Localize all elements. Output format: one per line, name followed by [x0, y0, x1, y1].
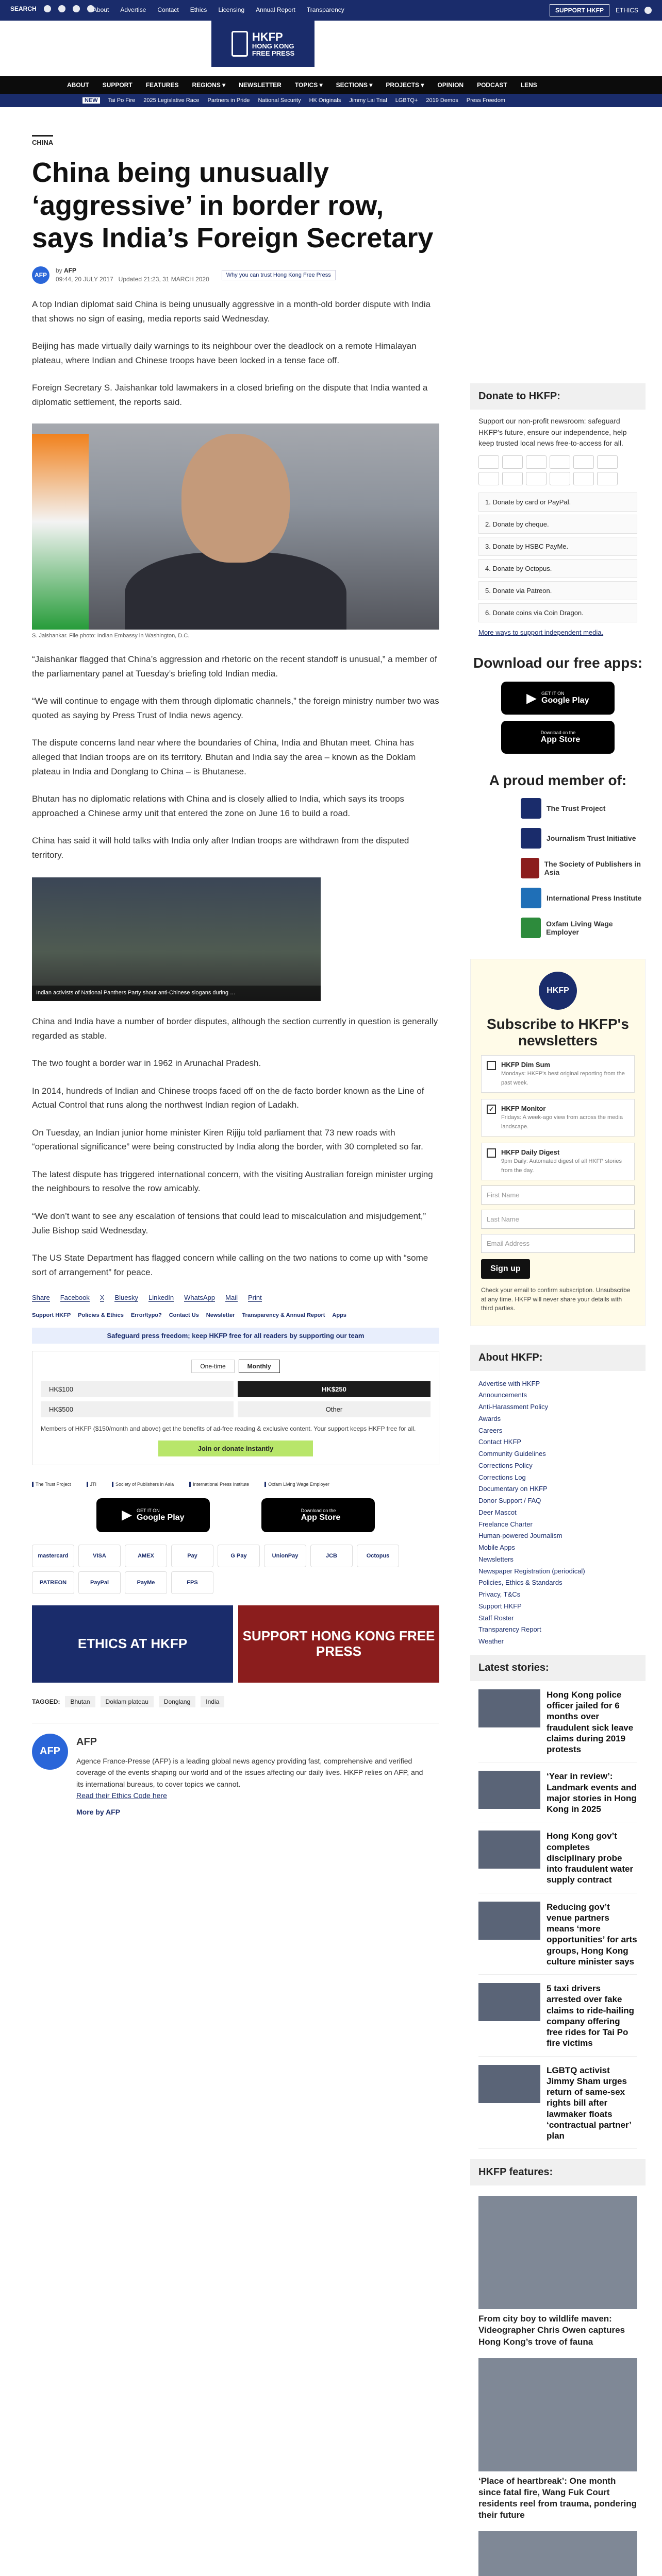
share-bar	[32, 1294, 439, 1302]
category-kicker[interactable]: CHINA	[32, 135, 53, 146]
latest-story[interactable]	[478, 1831, 637, 1893]
payment-logo: UnionPay	[264, 1545, 306, 1567]
site-logo[interactable]	[211, 21, 315, 67]
feature-image[interactable]	[478, 2531, 637, 2576]
story-title[interactable]: Reducing gov’t venue partners means ‘more opportunities’ for arts groups, Hong Kong culture minister says	[547, 1902, 637, 1967]
card-icon	[478, 455, 499, 469]
card-icons	[478, 455, 637, 485]
top-link-advertise[interactable]: Advertise	[120, 6, 146, 13]
top-link-about[interactable]: About	[93, 6, 109, 13]
donate-method[interactable]: 2. Donate by cheque.	[478, 515, 637, 534]
about-link[interactable]: Policies, Ethics & Standards	[478, 1579, 562, 1587]
nav-sections[interactable]: SECTIONS ▾	[336, 81, 373, 89]
partner-name: International Press Institute	[547, 894, 642, 903]
feature-title[interactable]: ‘Place of heartbreak’: One month since fatal fire, Wang Fuk Court residents reel from trauma, pondering their future	[478, 2476, 637, 2520]
share-label[interactable]: Share	[32, 1294, 50, 1302]
card-icon	[573, 472, 594, 485]
feature-image[interactable]	[478, 2358, 637, 2471]
card-icon	[550, 472, 570, 485]
newsletter-name: HKFP Daily Digest	[501, 1148, 560, 1157]
card-icon	[597, 455, 618, 469]
paragraph: The US State Department has flagged concern while calling on the two nations to come up with “some sort of arrangement” for peace.	[32, 1253, 428, 1277]
tag-list	[32, 1696, 439, 1707]
nav-about[interactable]: ABOUT	[67, 81, 89, 89]
paragraph: On Tuesday, an Indian junior home minister Kiren Rijiju told parliament that 73 new roads with “operational significance” were being constructed by India along the border, with 30 completed so far.	[32, 1127, 423, 1152]
tag[interactable]: Bhutan	[65, 1696, 95, 1707]
google-play-badge[interactable]	[96, 1498, 210, 1532]
about-link[interactable]: Privacy, T&Cs	[478, 1590, 521, 1599]
publish-date: 09:44, 20 JULY 2017	[56, 276, 113, 283]
payment-logo: Pay	[171, 1545, 213, 1567]
paragraph: A top Indian diplomat said China is being unusually aggressive in a month-old border dispute with India that shows no sign of easing, media reports said Wednesday.	[32, 299, 431, 324]
feature-story[interactable]	[478, 2531, 637, 2576]
user-icon[interactable]	[644, 7, 652, 14]
subnav-item[interactable]: Press Freedom	[466, 97, 505, 104]
tag[interactable]: Donglang	[159, 1696, 195, 1707]
donate-note: Members of HKFP ($150/month and above) get the benefits of ad-free reading & exclusive content. Your support keeps HKFP free for all.	[41, 1425, 416, 1433]
about-link[interactable]: Weather	[478, 1637, 504, 1646]
badge-small-text: GET IT ON	[541, 691, 565, 697]
partner-logo[interactable]	[521, 888, 646, 908]
main-nav	[0, 76, 662, 94]
link-newsletter[interactable]: Newsletter	[206, 1312, 235, 1319]
link-policies[interactable]: Policies & Ethics	[78, 1312, 124, 1319]
newsletter-name: HKFP Dim Sum	[501, 1061, 551, 1069]
subnav-item[interactable]: 2025 Legislative Race	[143, 97, 200, 104]
tagged-label: TAGGED:	[32, 1698, 60, 1705]
top-link-transparency[interactable]: Transparency	[306, 6, 344, 13]
more-ways-link[interactable]: More ways to support independent media.	[478, 629, 604, 637]
latest-stories	[470, 1689, 646, 2149]
subnav-item[interactable]: 2019 Demos	[426, 97, 458, 104]
last-name-field[interactable]: Last Name	[481, 1210, 635, 1229]
about-link[interactable]: Documentary on HKFP	[478, 1485, 548, 1493]
article-title: China being unusually ‘aggressive’ in border row, says India’s Foreign Secretary	[32, 157, 434, 254]
badge-text: App Store	[540, 735, 581, 744]
partner-logo[interactable]	[521, 828, 646, 849]
share-linkedin[interactable]: LinkedIn	[148, 1294, 174, 1302]
badge-small-text: GET IT ON	[137, 1507, 160, 1513]
author-link[interactable]: AFP	[64, 267, 77, 275]
facebook-icon[interactable]	[44, 5, 51, 12]
about-link[interactable]: Contact HKFP	[478, 1438, 522, 1446]
donate-method[interactable]: 6. Donate coins via Coin Dragon.	[478, 603, 637, 622]
newsletter-desc: Mondays: HKFP's best original reporting from the past week.	[501, 1071, 625, 1087]
payment-logo: JCB	[310, 1545, 353, 1567]
feature-story[interactable]	[478, 2358, 637, 2521]
latest-story[interactable]	[478, 1902, 637, 1975]
amount-option-selected[interactable]: HK$250	[238, 1381, 431, 1397]
about-link[interactable]: Donor Support / FAQ	[478, 1497, 541, 1505]
paragraph: Beijing has made virtually daily warnings to its neighbour over the deadlock on a remote Himalayan plateau, where Indian and Chinese troops have been locked in a tense face off.	[32, 341, 417, 365]
tag[interactable]: Doklam plateau	[101, 1696, 154, 1707]
amount-option[interactable]: HK$500	[41, 1401, 234, 1417]
support-hkfp-button[interactable]: SUPPORT HKFP	[550, 4, 609, 16]
latest-story[interactable]	[478, 1771, 637, 1822]
partner-logo[interactable]	[521, 798, 646, 819]
subnav-item[interactable]: HK Originals	[309, 97, 341, 104]
link-support[interactable]: Support HKFP	[32, 1312, 71, 1319]
paragraph: “We will continue to engage with them through diplomatic channels,” the foreign ministry number two was quoted as saying by Press Trust of India news agency.	[32, 696, 439, 720]
about-link[interactable]: Deer Mascot	[478, 1508, 517, 1516]
amount-option-other[interactable]: Other	[238, 1401, 431, 1417]
payment-logo: G Pay	[218, 1545, 260, 1567]
card-icon	[526, 455, 547, 469]
partner-name: Oxfam Living Wage Employer	[546, 920, 613, 937]
footer-links	[32, 1312, 439, 1318]
paragraph: The two fought a border war in 1962 in Arunachal Pradesh.	[32, 1058, 261, 1069]
feature-image[interactable]	[478, 2196, 637, 2309]
feature-title[interactable]: From city boy to wildlife maven: Videographer Chris Owen captures Hong Kong’s trove of fauna	[478, 2314, 625, 2347]
logo-text: HKFP	[252, 30, 283, 43]
paragraph: “Jaishankar flagged that China’s aggression and rhetoric on the recent standoff is unusual,” a member of the parliamentary panel at Tuesday’s briefing told Indian media.	[32, 654, 437, 679]
embedded-photo[interactable]	[32, 877, 321, 1001]
paragraph: Bhutan has no diplomatic relations with China and is closely allied to India, which says its troops approached a Chinese army unit that entered the zone on June 16 to build a road.	[32, 794, 404, 818]
signup-button[interactable]: Sign up	[481, 1259, 530, 1279]
donate-method[interactable]: 4. Donate by Octopus.	[478, 559, 637, 578]
about-link[interactable]: Transparency Report	[478, 1625, 541, 1634]
new-badge: NEW	[82, 97, 100, 104]
payment-logo: Octopus	[357, 1545, 399, 1567]
paragraph: “We don’t want to see any escalation of tensions that could lead to miscalculation and misjudgement,” Julie Bishop said Wednesday.	[32, 1211, 426, 1235]
badge-text: Google Play	[541, 696, 589, 705]
story-thumbnail[interactable]	[478, 1902, 540, 1940]
about-link[interactable]: Human-powered Journalism	[478, 1532, 562, 1540]
payment-logo: mastercard	[32, 1545, 74, 1567]
newsletter-option[interactable]	[481, 1055, 635, 1093]
partner-logo[interactable]	[521, 858, 646, 878]
nav-newsletter[interactable]: NEWSLETTER	[239, 81, 282, 89]
google-play-icon: ▶	[526, 691, 536, 705]
subnav-item[interactable]: National Security	[258, 97, 301, 104]
monthly-tab[interactable]: Monthly	[239, 1360, 280, 1373]
newsletter-box	[470, 959, 646, 1326]
author-box	[32, 1723, 439, 1818]
nav-regions[interactable]: REGIONS ▾	[192, 81, 226, 89]
app-store-badge[interactable]	[261, 1498, 375, 1532]
donate-method[interactable]: 5. Donate via Patreon.	[478, 581, 637, 600]
about-heading: About HKFP:	[470, 1345, 646, 1371]
paragraph: In 2014, hundreds of Indian and Chinese troops faced off on the de facto border known as the Line of Actual Control that runs along the northwest Indian region of Ladakh.	[32, 1086, 424, 1110]
support-banner[interactable]: Safeguard press freedom; keep HKFP free for all readers by supporting our team	[32, 1328, 439, 1344]
by-label: by	[56, 267, 62, 275]
google-play-badge[interactable]	[501, 682, 615, 715]
top-link-licensing[interactable]: Licensing	[218, 6, 245, 13]
checkbox[interactable]	[487, 1061, 496, 1070]
about-link[interactable]: Support HKFP	[478, 1602, 522, 1610]
partner-mark	[521, 858, 539, 878]
paragraph: China has said it will hold talks with India only after Indian troops are withdrawn from the disputed territory.	[32, 836, 409, 860]
amount-option[interactable]: HK$100	[41, 1381, 234, 1397]
latest-story[interactable]	[478, 1983, 637, 2057]
nav-features[interactable]: FEATURES	[145, 81, 179, 89]
story-title[interactable]: LGBTQ activist Jimmy Sham urges return of same-sex rights bill after lawmaker floats ‘contractual partner’ plan	[547, 2065, 632, 2141]
about-link[interactable]: Freelance Charter	[478, 1520, 533, 1528]
trust-logos	[32, 1482, 439, 1487]
payment-logos	[32, 1545, 439, 1594]
app-badges	[32, 1498, 439, 1532]
partner-mark	[521, 828, 541, 849]
badge-text: Google Play	[137, 1513, 185, 1522]
author-avatar[interactable]: AFP	[32, 266, 49, 284]
nav-topics[interactable]: TOPICS ▾	[294, 81, 323, 89]
about-link[interactable]: Newsletters	[478, 1555, 514, 1563]
top-link-contact[interactable]: Contact	[157, 6, 179, 13]
nav-projects[interactable]: PROJECTS ▾	[386, 81, 424, 89]
logo-mark	[231, 31, 248, 57]
trust-logo[interactable]: International Press Institute	[189, 1482, 249, 1487]
trust-logo[interactable]: Society of Publishers in Asia	[112, 1482, 174, 1487]
link-apps[interactable]: Apps	[332, 1312, 346, 1319]
partner-name: The Society of Publishers in Asia	[544, 860, 641, 877]
partner-mark	[521, 918, 541, 938]
latest-story[interactable]	[478, 2065, 637, 2149]
card-icon	[573, 455, 594, 469]
one-time-tab[interactable]: One-time	[191, 1360, 234, 1373]
card-icon	[502, 472, 523, 485]
trust-logo[interactable]: The Trust Project	[32, 1482, 71, 1487]
logo-subtext-1: HONG KONG	[252, 42, 294, 50]
about-link[interactable]: Corrections Policy	[478, 1461, 533, 1469]
feature-stories	[470, 2196, 646, 2576]
latest-heading: Latest stories:	[470, 1655, 646, 1681]
trust-logo[interactable]: JTI	[87, 1482, 97, 1487]
link-transparency[interactable]: Transparency & Annual Report	[242, 1312, 325, 1319]
paragraph: China and India have a number of border disputes, although the section currently in question is generally regarded as stable.	[32, 1016, 438, 1041]
partner-name: The Trust Project	[547, 804, 606, 813]
donate-text: Support our non-profit newsroom: safeguard HKFP's future, ensure our independence, help keep trusted local news free-to-access for all.	[478, 417, 627, 448]
byline	[32, 266, 439, 284]
about-link[interactable]: Newspaper Registration (periodical)	[478, 1567, 585, 1575]
newsletter-logo: HKFP	[539, 972, 577, 1010]
latest-story[interactable]	[478, 1689, 637, 1763]
author-bio: Agence France-Presse (AFP) is a leading global news agency providing fast, comprehensive and verified coverage of the events shaping our world and of the issues affecting our daily lives. HKFP relies on AFP, and its international bureaus, to cover topics we cannot.	[76, 1756, 423, 1788]
story-thumbnail[interactable]	[478, 2065, 540, 2103]
app-store-badge[interactable]	[501, 721, 615, 754]
newsletter-option[interactable]	[481, 1143, 635, 1180]
story-title[interactable]: 5 taxi drivers arrested over fake claims to ride-hailing company offering free rides for Tai Po fire victims	[547, 1984, 635, 2048]
first-name-field[interactable]: First Name	[481, 1185, 635, 1205]
subnav-item[interactable]: Tai Po Fire	[108, 97, 136, 104]
share-bluesky[interactable]: Bluesky	[114, 1294, 138, 1302]
email-field[interactable]: Email Address	[481, 1234, 635, 1253]
updated-date: Updated 21:23, 31 MARCH 2020	[118, 276, 209, 283]
about-link[interactable]: Announcements	[478, 1391, 527, 1399]
google-play-icon: ▶	[122, 1508, 131, 1522]
payment-logo: PATREON	[32, 1571, 74, 1594]
paragraph: The dispute concerns land near where the boundaries of China, India and Bhutan meet. China has alleged that Indian troops are on its territory. Bhutan and India say the area – known as the Doklam plateau in India and Donglang to China – is Bhutanese.	[32, 738, 416, 776]
share-facebook[interactable]: Facebook	[60, 1294, 90, 1302]
partner-name: Journalism Trust Initiative	[547, 834, 636, 843]
lead-photo	[32, 423, 439, 630]
partners-heading: A proud member of:	[489, 772, 627, 789]
subnav-item[interactable]: LGBTQ+	[395, 97, 418, 104]
paragraph: Foreign Secretary S. Jaishankar told lawmakers in a closed briefing on the dispute that India wanted a diplomatic settlement, the reports said.	[32, 383, 428, 407]
badge-text: App Store	[301, 1513, 341, 1522]
partner-mark	[521, 888, 541, 908]
sub-nav	[0, 94, 662, 107]
newsletter-name: HKFP Monitor	[501, 1105, 546, 1113]
card-icon	[526, 472, 547, 485]
about-link[interactable]: Community Guidelines	[478, 1450, 546, 1458]
donate-method[interactable]: 1. Donate by card or PayPal.	[478, 493, 637, 512]
card-icon	[502, 455, 523, 469]
partner-logo[interactable]	[521, 918, 646, 938]
newsletter-desc: 9pm Daily: Automated digest of all HKFP stories from the day.	[501, 1158, 622, 1174]
newsletter-desc: Fridays: A week-ago view from across the media landscape.	[501, 1114, 623, 1130]
instagram-icon[interactable]	[73, 5, 80, 12]
card-icon	[597, 472, 618, 485]
story-title[interactable]: Hong Kong police officer jailed for 6 months over fraudulent sick leave claims during 2019 protests	[547, 1689, 634, 1755]
donate-methods	[478, 493, 637, 622]
flag-shape	[32, 434, 89, 630]
share-whatsapp[interactable]: WhatsApp	[184, 1294, 216, 1302]
about-list	[470, 1371, 646, 1655]
ethics-promo[interactable]: ETHICS AT HKFP	[32, 1605, 233, 1683]
card-icon	[550, 455, 570, 469]
donate-heading: Donate to HKFP:	[470, 383, 646, 410]
payment-logo: PayPal	[78, 1571, 121, 1594]
author-box-name[interactable]: AFP	[76, 1736, 97, 1748]
sidebar	[470, 383, 646, 2576]
newsletter-option[interactable]	[481, 1099, 635, 1137]
about-link[interactable]: Anti-Harassment Policy	[478, 1403, 549, 1411]
story-thumbnail[interactable]	[478, 1831, 540, 1869]
subnav-item[interactable]: Jimmy Lai Trial	[349, 97, 387, 104]
top-link-annual-report[interactable]: Annual Report	[256, 6, 295, 13]
signup-note: Check your email to confirm subscription. Unsubscribe at any time. HKFP will never share your details with third parties.	[481, 1286, 631, 1312]
ethics-link[interactable]: ETHICS	[615, 7, 638, 14]
nav-support[interactable]: SUPPORT	[102, 81, 133, 89]
about-link[interactable]: Awards	[478, 1414, 501, 1422]
trust-link[interactable]: Why you can trust Hong Kong Free Press	[222, 270, 336, 280]
link-contact[interactable]: Contact Us	[169, 1312, 199, 1319]
suit-shape	[125, 552, 346, 630]
promo-banners	[32, 1605, 439, 1683]
link-error[interactable]: Error/typo?	[130, 1312, 162, 1319]
badge-small-text: Download on the	[301, 1507, 336, 1513]
tag[interactable]: India	[201, 1696, 224, 1707]
story-thumbnail[interactable]	[478, 1689, 540, 1727]
partner-mark	[521, 798, 541, 819]
about-link[interactable]: Staff Roster	[478, 1614, 514, 1622]
donate-widget	[32, 1351, 439, 1465]
about-link[interactable]: Advertise with HKFP	[478, 1379, 540, 1387]
feature-story[interactable]	[478, 2196, 637, 2347]
top-bar	[0, 0, 662, 21]
payment-logo: VISA	[78, 1545, 121, 1567]
logo-subtext-2: FREE PRESS	[252, 49, 295, 57]
top-links	[93, 6, 344, 13]
payment-logo: PayMe	[125, 1571, 167, 1594]
story-thumbnail[interactable]	[478, 1983, 540, 2021]
join-donate-button[interactable]: Join or donate instantly	[158, 1440, 313, 1456]
about-link[interactable]: Mobile Apps	[478, 1544, 515, 1552]
photo-caption: S. Jaishankar. File photo: Indian Embassy in Washington, D.C.	[32, 633, 190, 639]
top-link-ethics[interactable]: Ethics	[190, 6, 207, 13]
article-body	[32, 297, 439, 1279]
nav-lens[interactable]: LENS	[520, 81, 537, 89]
share-x[interactable]: X	[100, 1294, 105, 1302]
about-link[interactable]: Corrections Log	[478, 1473, 526, 1481]
newsletter-title: Subscribe to HKFP's newsletters	[487, 1016, 629, 1049]
ethics-code-link[interactable]: Read their Ethics Code here	[76, 1791, 167, 1800]
checkbox-checked[interactable]: ✓	[487, 1105, 496, 1114]
author-box-avatar[interactable]: AFP	[32, 1734, 68, 1770]
share-print[interactable]: Print	[247, 1294, 262, 1302]
more-by-author-link[interactable]: More by AFP	[76, 1808, 121, 1817]
nav-podcast[interactable]: PODCAST	[477, 81, 507, 89]
sidebar-app-badges	[470, 682, 646, 754]
payment-logo: AMEX	[125, 1545, 167, 1567]
checkbox[interactable]	[487, 1148, 496, 1158]
features-heading: HKFP features:	[470, 2159, 646, 2185]
donate-method[interactable]: 3. Donate by HSBC PayMe.	[478, 537, 637, 556]
subnav-item[interactable]: Partners in Pride	[207, 97, 250, 104]
support-promo[interactable]: SUPPORT HONG KONG FREE PRESS	[238, 1605, 439, 1683]
head-shape	[181, 434, 290, 563]
story-title[interactable]: ‘Year in review’: Landmark events and major stories in Hong Kong in 2025	[547, 1771, 637, 1815]
search-button[interactable]: SEARCH	[10, 5, 37, 12]
payment-logo: FPS	[171, 1571, 213, 1594]
apps-heading: Download our free apps:	[473, 655, 643, 671]
trust-logo[interactable]: Oxfam Living Wage Employer	[264, 1482, 329, 1487]
badge-small-text: Download on the	[540, 730, 576, 736]
embedded-photo-caption: Indian activists of National Panthers Party shout anti-Chinese slogans during …	[32, 986, 321, 1001]
story-thumbnail[interactable]	[478, 1771, 540, 1809]
story-title[interactable]: Hong Kong gov’t completes disciplinary probe into fraudulent water supply contract	[547, 1831, 634, 1885]
paragraph: The latest dispute has triggered international concern, with the visiting Australian foreign minister urging the neighbours to resolve the row amicably.	[32, 1169, 433, 1194]
x-icon[interactable]	[58, 5, 65, 12]
article	[32, 135, 439, 1818]
card-icon	[478, 472, 499, 485]
nav-opinion[interactable]: OPINION	[437, 81, 464, 89]
about-link[interactable]: Careers	[478, 1426, 503, 1434]
share-mail[interactable]: Mail	[225, 1294, 238, 1302]
